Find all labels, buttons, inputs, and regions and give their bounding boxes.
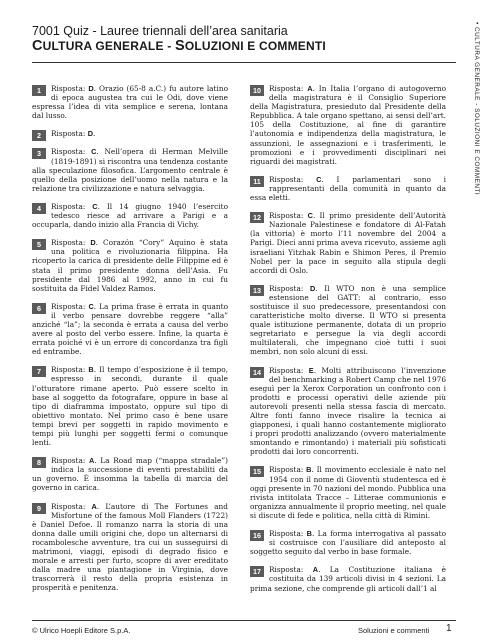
- question-number-badge: 1: [32, 85, 46, 96]
- answer-lead: Risposta:: [51, 147, 92, 157]
- answer-item: [32, 238, 228, 293]
- answer-lead: Risposta:: [269, 565, 313, 575]
- answer-lead: Risposta:: [51, 201, 93, 211]
- answer-comment: . L’autore di The Fortunes and Misfortune of the famous Moll Flanders (1722) è Daniel Defoe. Il romanzo narra la storia di una donna dalle umili origini che, dopo un alternarsi di rocambolesche avventure, tra cui un susseguirsi di matrimoni, viaggi, episodi di degrado fisico e morale e arresti per furto, scopre di aver ereditato dalla madre una piantagione in Virginia, dove trascorrerà il resto della propria esistenza in prosperità e penitenza.: [32, 501, 228, 593]
- question-number-badge: 11: [250, 176, 264, 187]
- answer-item: [250, 366, 446, 457]
- answer-comment: . Il movimento ecclesiale è nato nel 1954 con il nome di Gioventù studentesca ed è oggi presente in 70 nazioni del mondo. Pubblica una rivista intitolata Tracce – Litterae communionis e organizza annualmente il proprio meeting, nel quale si discute di fede e politica, nella città di Rimini.: [250, 465, 446, 520]
- answer-lead: Risposta:: [269, 84, 308, 93]
- answer-item: [32, 202, 228, 229]
- answer-item: [250, 175, 446, 202]
- question-number-badge: 8: [32, 457, 46, 468]
- publisher-credit: © Ulrico Hoepli Editore S.p.A.: [32, 626, 131, 635]
- answer-item: [250, 284, 446, 357]
- answer-comment: . I parlamentari sono i rappresentanti della comunità in quanto da essa eletti.: [250, 174, 446, 203]
- question-number-badge: 17: [250, 566, 264, 577]
- answer-item: [32, 147, 228, 192]
- answer-letter: C: [307, 211, 313, 221]
- answer-comment: . La Road map (“mappa stradale”) indica la successione di eventi prestabiliti da un governo. È insomma la tabella di marcia del governo in carica.: [32, 456, 228, 493]
- left-column: [32, 84, 228, 602]
- answer-item: [250, 529, 446, 556]
- answer-lead: Risposta:: [51, 501, 92, 511]
- answer-letter: B: [306, 465, 312, 475]
- right-column: [250, 84, 446, 602]
- answer-letter: A: [312, 565, 319, 575]
- answer-lead: Risposta:: [51, 365, 89, 375]
- answer-item: [250, 84, 446, 166]
- answer-comment: . Il primo presidente dell’Autorità Nazionale Palestinese e fondatore di Al-Fatah (la vittoria) è morto l’11 novembre del 2004 a Parigi. Dieci anni prima aveva ricevuto, assieme agli israeliani Yitzhak Rabin e Shimon Peres, il Premio Nobel per la pace in seguito alla stipula degli accordi di Oslo.: [250, 211, 446, 275]
- answer-item: [32, 502, 228, 593]
- answer-letter: A: [307, 84, 313, 93]
- answer-item: [32, 456, 228, 492]
- question-number-badge: 15: [250, 466, 264, 477]
- answer-comment: . Nell’opera di Herman Melville (1819-1891) si riscontra una tendenza costante alla speculazione filosofica. L’argomento centrale è quello della posizione dell’uomo nella natura e la relazione tra civilizzazione e natura selvaggia.: [32, 147, 228, 193]
- answer-comment: . Il tempo d’esposizione è il tempo, espresso in secondi, durante il quale l’otturatore rimane aperto. Può essere scelto in base al soggetto da fotografare, oppure in base al tipo di diaframma impostato, oppure sul tipo di obiettivo montato. Nel primo caso è bene usare tempi brevi per soggetti in rapido movimento e tempi più lunghi per soggetti fermi o comunque lenti.: [32, 365, 228, 448]
- answer-letter: E: [308, 365, 314, 375]
- title-initial-c: C: [32, 38, 43, 54]
- side-label: • CULTURA GENERALE - SOLUZIONI E COMMENTI: [473, 22, 480, 196]
- question-number-badge: 4: [32, 203, 46, 214]
- answer-lead: Risposta:: [269, 211, 308, 221]
- question-number-badge: 3: [32, 148, 46, 159]
- answer-item: [32, 302, 228, 357]
- answer-letter: B: [88, 365, 94, 375]
- question-number-badge: 12: [250, 212, 264, 223]
- answer-lead: Risposta:: [269, 529, 307, 539]
- answer-lead: Risposta:: [51, 456, 89, 466]
- answer-comment: . La prima frase è errata in quanto il verbo pensare dovrebbe reggere “alla” anziché “la”; la seconda è errata a causa del verbo avere al posto del verbo essere. Infine, la quarta è errata poiché vi è un errore di concordanza tra figli ed entrambe.: [32, 301, 228, 357]
- answer-letter: D: [309, 283, 316, 293]
- answer-item: [32, 365, 228, 447]
- question-number-badge: 16: [250, 530, 264, 541]
- answer-letter: D: [90, 238, 96, 248]
- side-running-head: [472, 22, 480, 322]
- question-number-badge: 14: [250, 367, 264, 378]
- answer-letter: B: [306, 529, 312, 539]
- answer-item: [32, 129, 228, 141]
- answer-comment: .: [93, 129, 96, 139]
- header-rule: [32, 62, 456, 63]
- answer-letter: D: [87, 129, 93, 139]
- question-number-badge: 13: [250, 285, 264, 296]
- footer-section-name: Soluzioni e commenti: [358, 626, 430, 635]
- page-number: 1: [446, 623, 452, 634]
- answer-letter: C: [91, 147, 97, 157]
- answer-letter: D: [88, 84, 94, 93]
- answer-letter: A: [91, 501, 97, 511]
- answer-lead: Risposta:: [269, 283, 310, 293]
- title-part-2: OLUZIONI E COMMENTI: [184, 39, 326, 53]
- answer-lead: Risposta:: [51, 129, 88, 139]
- answer-comment: . Orazio (65-8 a.C.) fu autore latino di epoca augustea tra cui le Odi, dove viene espressa l’idea di vita semplice e serena, lontana dal lusso.: [32, 84, 228, 121]
- footer-rule: [32, 620, 456, 621]
- question-number-badge: 5: [32, 239, 46, 250]
- answer-lead: Risposta:: [269, 465, 307, 475]
- answer-comment: . Molti attribuiscono l’invenzione del benchmarking a Robert Camp che nel 1976 eseguì per la Xerox Corporation un confronto con i prodotti e processi operativi delle aziende più autorevoli presenti nella stessa fascia di mercato. Altre fonti fanno invece risalire la tecnica ai giapponesi, i quali hanno costantemente migliorato i propri prodotti analizzando (ovvero materialmente smontando e rimontando) i materiali più sofisticati prodotti dai loro concorrenti.: [250, 365, 446, 457]
- answer-comment: . Corazón “Cory” Aquino è stata una politica e rivoluzionaria filippina. Ha ricoperto la carica di presidente delle Filippine ed è stata il primo presidente donna dell’Asia. Fu presidente dal 1986 al 1992, anno in cui fu sostituita da Fidel Valdez Ramos.: [32, 238, 229, 293]
- book-subtitle: 7001 Quiz - Lauree triennali dell’area sanitaria: [32, 24, 288, 38]
- answer-item: [32, 84, 228, 120]
- answer-letter: C: [92, 201, 98, 211]
- title-part-1: ULTURA GENERALE -: [42, 39, 175, 53]
- answer-comment: . La Costituzione italiana è costituita da 139 articoli divisi in 4 sezioni. La prima sezione, che comprende gli articoli dall’1 al: [250, 565, 446, 593]
- answer-lead: Risposta:: [51, 301, 89, 311]
- answer-comment: . La forma interrogativa al passato si costruisce con l’ausiliare did anteposto al soggetto seguito dal verbo in base formale.: [250, 529, 446, 557]
- answer-item: [250, 565, 446, 592]
- section-title: [32, 38, 326, 54]
- answer-comment: . Il 14 giugno 1940 l’esercito tedesco riesce ad arrivare a Parigi e a occuparla, dando inizio alla Francia di Vichy.: [32, 201, 228, 230]
- answer-lead: Risposta:: [51, 84, 89, 93]
- question-number-badge: 2: [32, 130, 46, 141]
- answer-comment: . In Italia l’organo di autogoverno della magistratura è il Consiglio Superiore della Magistratura, presieduto dal Presidente della Repubblica. A tale organo spettano, ai sensi dell’art. 105 della Costituzione, al fine di garantire l’autonomia e indipendenza della magistratura, le assunzioni, le assegnazioni e i trasferimenti, le promozioni e i provvedimenti disciplinari nei riguardi dei magistrati.: [250, 84, 446, 166]
- answer-letter: A: [89, 456, 95, 466]
- answer-item: [250, 465, 446, 520]
- answer-letter: C: [88, 301, 94, 311]
- answer-lead: Risposta:: [269, 365, 309, 375]
- title-initial-s: S: [174, 38, 185, 54]
- question-number-badge: 7: [32, 366, 46, 377]
- question-number-badge: 6: [32, 303, 46, 314]
- answer-lead: Risposta:: [269, 174, 317, 184]
- page-header: [32, 24, 326, 54]
- answer-letter: C: [316, 174, 322, 184]
- answer-item: [250, 211, 446, 275]
- answer-lead: Risposta:: [51, 238, 91, 248]
- question-number-badge: 9: [32, 503, 46, 514]
- answer-comment: . Il WTO non è una semplice estensione del GATT: al contrario, esso sostituisce il suo predecessore, presentandosi con caratteristiche molto diverse. Il WTO si presenta quale istituzione permanente, dotata di un proprio segretariato e persegue la via degli accordi multilaterali, che impegnano cioè tutti i suoi membri, non solo alcuni di essi.: [250, 283, 446, 357]
- question-number-badge: 10: [250, 85, 264, 96]
